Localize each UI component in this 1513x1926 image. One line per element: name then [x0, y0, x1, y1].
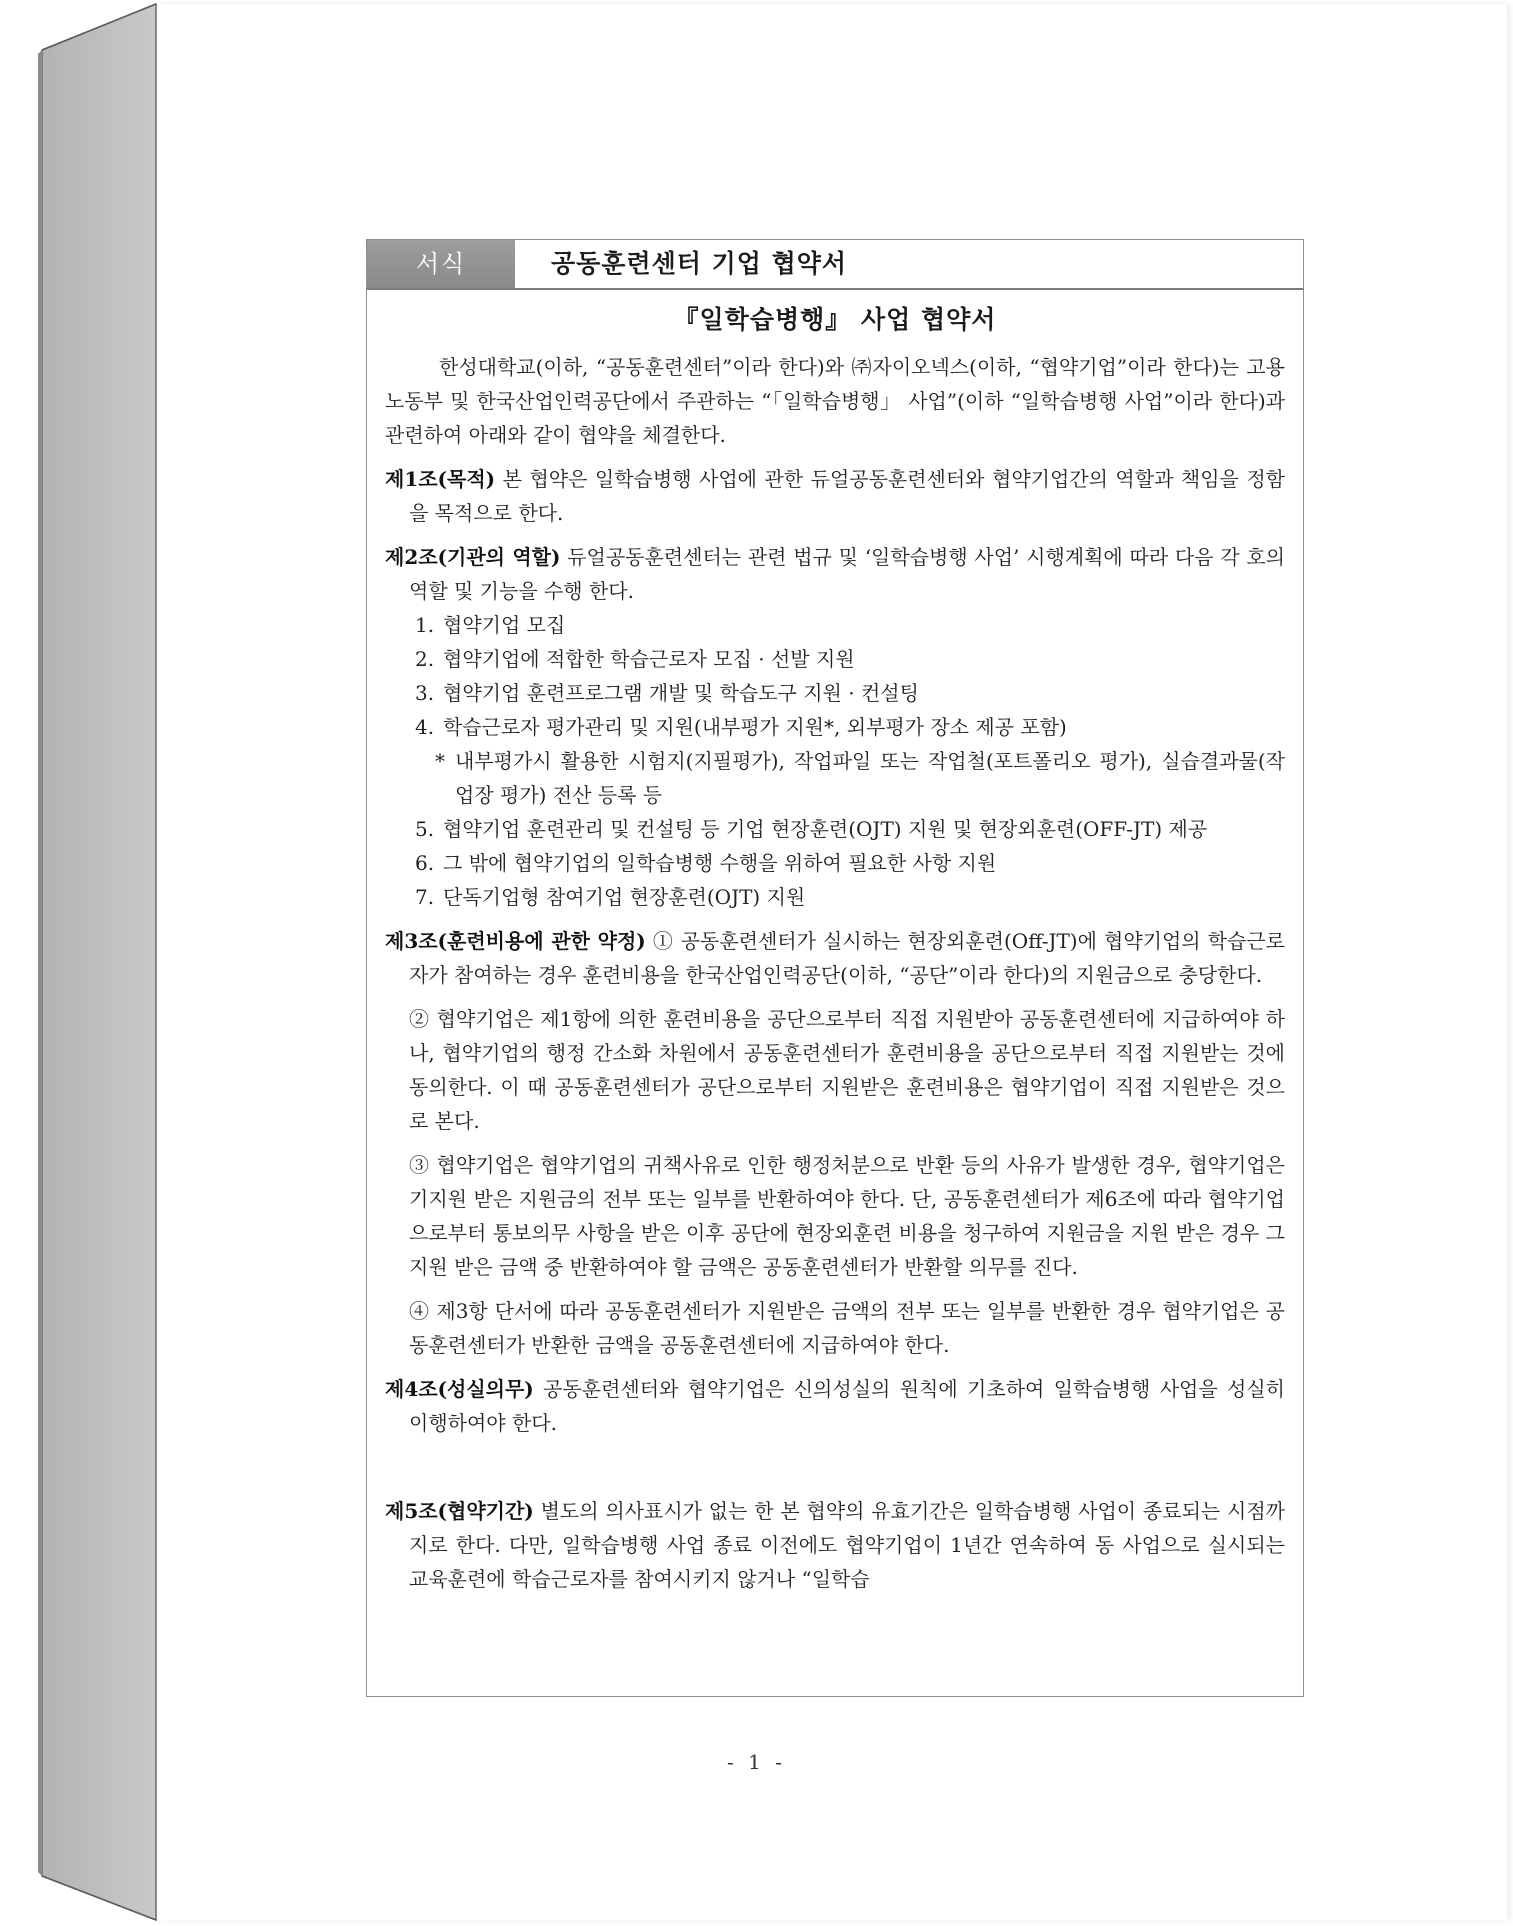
form-header [367, 240, 1303, 290]
article-3-text: ① 공동훈련센터가 실시하는 현장외훈련(Off-JT)에 협약기업의 학습근로자가 참여하는 경우 훈련비용을 한국산업인력공단(이하, “공단”이라 한다)의 지원금으로 충당한다. [409, 929, 1285, 987]
article-2 [385, 540, 1285, 608]
list-item [385, 608, 1285, 642]
form-header-title: 공동훈련센터 기업 협약서 [551, 249, 848, 278]
list-item-text: 협약기업 모집 [443, 613, 566, 637]
list-item-text: 협약기업 훈련프로그램 개발 및 학습도구 지원 · 컨설팅 [443, 681, 919, 705]
list-item-number: 5. [415, 817, 435, 841]
list-item-number: 4. [415, 715, 435, 739]
article-2-list [385, 608, 1285, 914]
article-5-title: 제5조(협약기간) [385, 1499, 534, 1523]
article-2-title: 제2조(기관의 역할) [385, 545, 561, 569]
list-item-text: 협약기업에 적합한 학습근로자 모집 · 선발 지원 [443, 647, 855, 671]
list-item-number: * [435, 749, 445, 773]
spacer [385, 1450, 1285, 1494]
article-2-text: 듀얼공동훈련센터는 관련 법규 및 ‘일학습병행 사업’ 시행계획에 따라 다음 각 호의 역할 및 기능을 수행 한다. [409, 545, 1285, 603]
article-4 [385, 1372, 1285, 1440]
list-item-number: 1. [415, 613, 435, 637]
article-3-paragraph-3: ③ 협약기업은 협약기업의 귀책사유로 인한 행정처분으로 반환 등의 사유가 발생한 경우, 협약기업은 기지원 받은 지원금의 전부 또는 일부를 반환하여야 한다. 단, 공동훈련센터가 제6조에 따라 협약기업으로부터 통보의무 사항을 받은 이후 공단에 현장외훈련 비용을 청구하여 지원금을 지원 받은 경우 그 지원 받은 금액 중 반환하여야 할 금액은 공동훈련센터가 반환할 의무를 진다. [409, 1153, 1285, 1279]
list-item [385, 846, 1285, 880]
list-item-text: 학습근로자 평가관리 및 지원(내부평가 지원*, 외부평가 장소 제공 포함) [443, 715, 1067, 739]
intro-paragraph: 한성대학교(이하, “공동훈련센터”이라 한다)와 ㈜자이오넥스(이하, “협약기업”이라 한다)는 고용노동부 및 한국산업인력공단에서 주관하는 “「일학습병행」 사업”(이하 “일학습병행 사업”이라 한다)과 관련하여 아래와 같이 협약을 체결한다. [385, 355, 1285, 447]
form-tag: 서식 [367, 240, 515, 288]
list-item [385, 642, 1285, 676]
article-5 [385, 1494, 1285, 1596]
list-item [385, 710, 1285, 744]
article-3-paragraph-4: ④ 제3항 단서에 따라 공동훈련센터가 지원받은 금액의 전부 또는 일부를 반환한 경우 협약기업은 공동훈련센터가 반환한 금액을 공동훈련센터에 지급하여야 한다. [409, 1299, 1285, 1357]
list-item-number: 7. [415, 885, 435, 909]
book-spine-edge [0, 0, 160, 1926]
article-3 [385, 924, 1285, 992]
article-3-title: 제3조(훈련비용에 관한 약정) [385, 929, 646, 953]
document-page [156, 4, 1507, 1920]
page-number: - 1 - [727, 1750, 786, 1774]
article-4-text: 공동훈련센터와 협약기업은 신의성실의 원칙에 기초하여 일학습병행 사업을 성실히 이행하여야 한다. [409, 1377, 1285, 1435]
document-title: 『일학습병행』 사업 협약서 [673, 305, 997, 334]
list-item-text: 내부평가시 활용한 시험지(지필평가), 작업파일 또는 작업철(포트폴리오 평가), 실습결과물(작업장 평가) 전산 등록 등 [455, 749, 1285, 807]
document-body [385, 350, 1285, 1606]
list-item [385, 676, 1285, 710]
article-1 [385, 462, 1285, 530]
article-1-text: 본 협약은 일학습병행 사업에 관한 듀얼공동훈련센터와 협약기업간의 역할과 책임을 정함을 목적으로 한다. [409, 467, 1285, 525]
list-item-number: 3. [415, 681, 435, 705]
list-item-text: 협약기업 훈련관리 및 컨설팅 등 기업 현장훈련(OJT) 지원 및 현장외훈련(OFF-JT) 제공 [443, 817, 1208, 841]
article-4-title: 제4조(성실의무) [385, 1377, 534, 1401]
list-item-text: 단독기업형 참여기업 현장훈련(OJT) 지원 [443, 885, 806, 909]
list-item [385, 880, 1285, 914]
list-item-number: 6. [415, 851, 435, 875]
list-item-text: 그 밖에 협약기업의 일학습병행 수행을 위하여 필요한 사항 지원 [443, 851, 997, 875]
article-5-text: 별도의 의사표시가 없는 한 본 협약의 유효기간은 일학습병행 사업이 종료되는 시점까지로 한다. 다만, 일학습병행 사업 종료 이전에도 협약기업이 1년간 연속하여 동 사업으로 실시되는 교육훈련에 학습근로자를 참여시키지 않거나 “일학습 [409, 1499, 1285, 1591]
article-3-paragraph-2: ② 협약기업은 제1항에 의한 훈련비용을 공단으로부터 직접 지원받아 공동훈련센터에 지급하여야 하나, 협약기업의 행정 간소화 차원에서 공동훈련센터가 훈련비용을 공단으로부터 직접 지원받는 것에 동의한다. 이 때 공동훈련센터가 공단으로부터 지원받은 훈련비용은 협약기업이 직접 지원받은 것으로 본다. [409, 1007, 1285, 1133]
list-item [385, 812, 1285, 846]
agreement-form [366, 239, 1304, 1697]
list-item-number: 2. [415, 647, 435, 671]
article-1-title: 제1조(목적) [385, 467, 496, 491]
list-item-note [385, 744, 1285, 812]
